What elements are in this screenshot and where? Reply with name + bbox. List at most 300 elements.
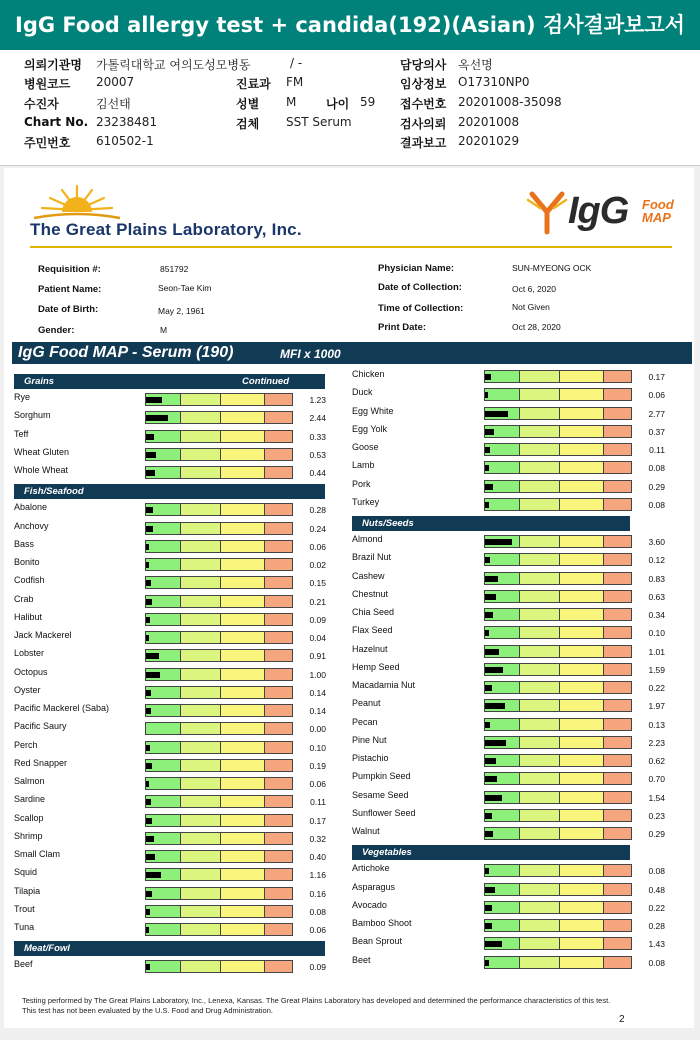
bar-zone-z2 (181, 559, 221, 570)
result-bar (484, 791, 632, 804)
dob-label: Date of Birth: (38, 304, 99, 315)
result-row-brazil-nut (352, 551, 667, 569)
result-row-chia-seed (352, 606, 667, 624)
result-value: 0.91 (309, 651, 326, 662)
result-value: 0.33 (309, 431, 326, 442)
bar-zone-z2 (520, 773, 560, 784)
bar-zone-z2 (520, 810, 560, 821)
bar-zone-z2 (520, 426, 560, 437)
food-name: Turkey (352, 496, 380, 507)
result-bar (145, 503, 293, 516)
bar-zone-z2 (520, 884, 560, 895)
result-row-pecan (352, 716, 667, 734)
bar-zone-z3 (221, 412, 265, 423)
result-bar-fill (146, 690, 151, 696)
result-value: 0.14 (309, 706, 326, 716)
result-row-pacific-mackerel-saba (14, 702, 328, 720)
dob-value: May 2, 1961 (158, 306, 205, 316)
food-name: Tilapia (14, 885, 41, 896)
bar-zone-z4 (604, 810, 631, 821)
bar-zone-z3 (560, 536, 604, 547)
result-row-asparagus (352, 881, 667, 899)
result-row-perch (14, 739, 328, 757)
sex: M (286, 95, 297, 109)
result-bar-fill (485, 722, 490, 728)
result-bar-fill (485, 831, 493, 837)
patient-name-label: Patient Name: (38, 284, 102, 295)
result-bar-fill (146, 544, 149, 550)
result-row-pine-nut (352, 734, 667, 752)
result-bar-fill (485, 594, 496, 600)
bar-zone-z3 (560, 389, 604, 400)
bar-zone-z3 (221, 723, 265, 734)
result-bar (145, 411, 293, 424)
result-row-sesame-seed (352, 789, 667, 807)
resident-no: 610502-1 (96, 134, 154, 148)
logo-food-word: Food (642, 197, 674, 212)
result-bar (145, 393, 293, 406)
bar-zone-z4 (604, 682, 631, 693)
result-bar (145, 868, 293, 881)
receipt-no: 20201008-35098 (458, 95, 562, 109)
result-value: 0.29 (648, 829, 665, 839)
bar-zone-z3 (560, 700, 604, 711)
result-bar-fill (146, 397, 162, 403)
food-name: Pumpkin Seed (352, 771, 411, 782)
bar-zone-z3 (560, 444, 604, 455)
result-bar (484, 572, 632, 585)
result-bar (484, 626, 632, 639)
food-name: Octopus (14, 666, 48, 677)
bar-zone-z4 (265, 596, 292, 607)
request-date: 20201008 (458, 115, 520, 129)
result-bar-fill (485, 795, 502, 801)
bar-zone-z3 (560, 920, 604, 931)
bar-zone-z4 (604, 664, 631, 675)
result-value: 0.28 (648, 921, 665, 931)
result-value: 0.21 (309, 596, 326, 607)
result-value: 0.29 (648, 481, 665, 492)
bar-zone-z2 (520, 627, 560, 638)
result-row-oyster (14, 684, 328, 702)
bar-zone-z4 (265, 778, 292, 789)
lab-name: The Great Plains Laboratory, Inc. (30, 220, 302, 239)
food-name: Almond (352, 534, 383, 544)
bar-zone-z2 (520, 664, 560, 675)
food-name: Macadamia Nut (352, 680, 416, 690)
result-bar (484, 864, 632, 877)
footnote: Testing performed by The Great Plains Laboratory, Inc., Lenexa, Kansas. The Great Plains Laboratory has developed and determined the performance characteristics of this test. This test has not been evaluated by the U.S. Food and Drug Administration. (22, 996, 611, 1015)
result-value: 0.06 (309, 541, 326, 552)
result-value: 0.48 (648, 884, 665, 895)
result-bar-fill (485, 813, 492, 819)
bar-zone-z3 (560, 792, 604, 803)
result-value: 1.54 (648, 792, 665, 803)
bar-zone-z1 (146, 577, 181, 588)
bar-zone-z3 (560, 957, 604, 968)
result-bar-fill (146, 854, 155, 860)
result-bar (145, 832, 293, 845)
result-bar-fill (146, 708, 151, 714)
food-name: Shrimp (14, 830, 43, 841)
result-bar-fill (485, 868, 489, 874)
print-date-value: Oct 28, 2020 (512, 322, 561, 332)
bar-zone-z4 (265, 504, 292, 515)
bar-zone-z2 (181, 614, 221, 625)
bar-zone-z1 (146, 961, 181, 972)
korean-info-panel (0, 50, 700, 166)
bar-zone-z2 (181, 596, 221, 607)
food-name: Chicken (352, 369, 385, 379)
bar-zone-z1 (485, 719, 520, 730)
result-value: 0.11 (310, 797, 326, 808)
requesting-org-label: 의뢰기관명 (24, 58, 82, 72)
food-name: Sorghum (14, 410, 51, 421)
bar-zone-z4 (265, 559, 292, 570)
lab-report-page (4, 168, 694, 1028)
result-value: 0.08 (648, 463, 665, 474)
food-name: Codfish (14, 575, 45, 586)
result-bar (145, 741, 293, 754)
bar-zone-z3 (221, 687, 265, 698)
bar-zone-z3 (560, 609, 604, 620)
food-name: Pecan (352, 716, 378, 727)
result-bar-fill (146, 836, 154, 842)
resident-no-label: 주민번호 (24, 136, 71, 150)
hospital-code-label: 병원코드 (24, 77, 71, 91)
bar-zone-z2 (181, 687, 221, 698)
food-name: Pacific Mackerel (Saba) (14, 703, 110, 713)
age: 59 (360, 95, 376, 109)
bar-zone-z3 (221, 888, 265, 899)
result-bar (145, 887, 293, 900)
result-bar (145, 631, 293, 644)
chart-no: 23238481 (96, 115, 158, 129)
bar-zone-z3 (560, 462, 604, 473)
result-bar (145, 960, 293, 973)
logo-divider (30, 246, 672, 248)
result-value: 0.09 (309, 962, 326, 973)
food-name: Avocado (352, 899, 387, 910)
result-value: 1.00 (309, 669, 326, 680)
bar-zone-z3 (221, 869, 265, 880)
result-bar-fill (146, 580, 151, 586)
logo-igg-text: IgG (568, 190, 629, 232)
age-label: 나이 (326, 97, 350, 111)
bar-zone-z4 (604, 481, 631, 492)
result-row-bamboo-shoot (352, 917, 667, 935)
bar-zone-z2 (520, 609, 560, 620)
bar-zone-z1 (485, 462, 520, 473)
bar-zone-z2 (520, 408, 560, 419)
bar-zone-z2 (181, 961, 221, 972)
section-title: Vegetables (362, 847, 412, 859)
bar-zone-z3 (560, 627, 604, 638)
result-bar-fill (146, 672, 160, 678)
result-bar-fill (485, 429, 494, 435)
section-header-grains (14, 374, 325, 389)
result-bar-fill (146, 415, 168, 421)
bar-zone-z4 (265, 394, 292, 405)
bar-zone-z3 (221, 541, 265, 552)
bar-zone-z2 (181, 523, 221, 534)
result-row-lamb (352, 459, 667, 477)
bar-zone-z4 (265, 961, 292, 972)
food-name: Lobster (14, 648, 45, 659)
bar-zone-z3 (560, 408, 604, 419)
bar-zone-z4 (604, 499, 631, 510)
result-bar-fill (485, 758, 496, 764)
result-row-salmon (14, 775, 328, 793)
bar-zone-z3 (221, 650, 265, 661)
result-row-abalone (14, 501, 328, 519)
food-name: Egg White (352, 405, 394, 416)
bar-zone-z4 (265, 467, 292, 478)
dept: FM (286, 75, 304, 89)
results-header (12, 342, 692, 364)
food-name: Squid (14, 867, 38, 878)
result-bar-fill (485, 539, 512, 545)
bar-zone-z4 (604, 920, 631, 931)
bar-zone-z3 (560, 371, 604, 382)
bar-zone-z1 (485, 444, 520, 455)
result-row-whole-wheat (14, 464, 328, 482)
result-bar-fill (485, 392, 488, 398)
result-row-red-snapper (14, 757, 328, 775)
result-bar-fill (485, 411, 508, 417)
food-name: Anchovy (14, 520, 49, 531)
result-bar-fill (146, 799, 151, 805)
result-bar (484, 370, 632, 383)
result-bar-fill (485, 484, 493, 490)
bar-zone-z3 (221, 796, 265, 807)
bar-zone-z2 (181, 906, 221, 917)
bar-zone-z4 (265, 869, 292, 880)
result-row-pumpkin-seed (352, 770, 667, 788)
food-name: Artichoke (352, 863, 390, 874)
result-bar (484, 736, 632, 749)
section-title: Fish/Seafood (24, 486, 84, 498)
result-value: 0.14 (309, 687, 326, 698)
result-bar-fill (485, 576, 498, 582)
bar-zone-z2 (520, 591, 560, 602)
bar-zone-z2 (520, 481, 560, 492)
bar-zone-z2 (181, 796, 221, 807)
result-bar (484, 901, 632, 914)
food-name: Abalone (14, 502, 48, 513)
request-date-label: 검사의뢰 (400, 117, 447, 131)
result-value: 0.08 (309, 906, 326, 917)
bar-zone-z4 (604, 957, 631, 968)
result-row-chestnut (352, 588, 667, 606)
bar-zone-z3 (560, 646, 604, 657)
bar-zone-z4 (265, 687, 292, 698)
result-bar-fill (146, 964, 150, 970)
bar-zone-z4 (604, 573, 631, 584)
section-header-meat-fowl (14, 941, 325, 956)
bar-zone-z1 (146, 924, 181, 935)
bar-zone-z3 (221, 778, 265, 789)
collection-time-value: Not Given (512, 302, 550, 312)
result-bar (484, 754, 632, 767)
bar-zone-z4 (604, 536, 631, 547)
result-row-egg-white (352, 405, 667, 423)
bar-zone-z2 (181, 431, 221, 442)
result-bar (484, 443, 632, 456)
result-value: 0.19 (309, 760, 326, 771)
bar-zone-z1 (146, 906, 181, 917)
result-bar (484, 772, 632, 785)
result-bar (145, 649, 293, 662)
bar-zone-z3 (221, 851, 265, 862)
bar-zone-z4 (265, 742, 292, 753)
bar-zone-z3 (221, 431, 265, 442)
result-bar-fill (485, 923, 492, 929)
bar-zone-z1 (485, 499, 520, 510)
result-value: 0.32 (309, 833, 326, 844)
result-row-bean-sprout (352, 935, 667, 953)
food-name: Perch (14, 739, 38, 750)
bar-zone-z4 (265, 906, 292, 917)
bar-zone-z1 (146, 614, 181, 625)
food-name: Bean Sprout (352, 936, 403, 947)
bar-zone-z4 (265, 796, 292, 807)
bar-zone-z2 (181, 412, 221, 423)
bar-zone-z1 (146, 632, 181, 643)
result-row-macadamia-nut (352, 679, 667, 697)
bar-zone-z2 (181, 650, 221, 661)
result-bar-fill (146, 763, 152, 769)
bar-zone-z1 (146, 559, 181, 570)
bar-zone-z2 (181, 833, 221, 844)
food-name: Bamboo Shoot (352, 918, 412, 928)
result-row-beef (14, 958, 328, 976)
result-bar (484, 608, 632, 621)
result-row-sorghum (14, 409, 328, 427)
result-row-sardine (14, 793, 328, 811)
bar-zone-z4 (604, 408, 631, 419)
result-row-jack-mackerel (14, 629, 328, 647)
bar-zone-z2 (520, 371, 560, 382)
report-date: 20201029 (458, 134, 520, 148)
result-bar-fill (485, 941, 502, 947)
result-row-wheat-gluten (14, 446, 328, 464)
bar-zone-z3 (221, 449, 265, 460)
page-number: 2 (619, 1014, 625, 1025)
result-row-pork (352, 478, 667, 496)
result-bar (145, 777, 293, 790)
bar-zone-z3 (560, 719, 604, 730)
result-value: 0.63 (648, 591, 665, 602)
result-row-sunflower-seed (352, 807, 667, 825)
result-bar (145, 923, 293, 936)
bar-zone-z3 (560, 865, 604, 876)
result-bar-fill (485, 960, 489, 966)
result-value: 0.37 (648, 426, 665, 437)
dept-label: 진료과 (236, 77, 271, 91)
bar-zone-z4 (604, 554, 631, 565)
bar-zone-z4 (604, 865, 631, 876)
result-value: 0.13 (648, 719, 665, 730)
food-name: Flax Seed (352, 625, 393, 636)
result-row-anchovy (14, 520, 328, 538)
result-value: 0.16 (309, 888, 326, 899)
bar-zone-z2 (520, 573, 560, 584)
result-value: 1.23 (309, 395, 326, 405)
gender-label: Gender: (38, 325, 75, 336)
result-bar-fill (146, 617, 150, 623)
result-value: 0.10 (648, 628, 665, 639)
result-row-trout (14, 903, 328, 921)
result-bar-fill (485, 685, 492, 691)
result-value: 0.15 (309, 578, 326, 589)
result-value: 0.70 (648, 774, 665, 785)
result-value: 0.06 (309, 779, 326, 789)
result-row-peanut (352, 697, 667, 715)
result-bar (484, 535, 632, 548)
food-name: Bonito (14, 557, 40, 567)
food-name: Egg Yolk (352, 423, 388, 434)
bar-zone-z4 (604, 755, 631, 766)
result-row-scallop (14, 812, 328, 830)
bar-zone-z3 (221, 906, 265, 917)
bar-zone-z3 (560, 828, 604, 839)
result-value: 1.43 (648, 939, 665, 950)
result-value: 0.24 (309, 523, 326, 534)
result-bar (484, 553, 632, 566)
bar-zone-z2 (520, 902, 560, 913)
section-header-vegetables (352, 845, 630, 860)
food-name: Salmon (14, 776, 45, 786)
result-bar (145, 759, 293, 772)
food-name: Pistachio (352, 753, 389, 763)
result-bar-fill (146, 818, 152, 824)
bar-zone-z3 (221, 504, 265, 515)
bar-zone-z2 (520, 444, 560, 455)
bar-zone-z4 (604, 902, 631, 913)
result-value: 0.44 (309, 468, 326, 478)
result-bar (145, 430, 293, 443)
result-row-flax-seed (352, 624, 667, 642)
result-value: 0.04 (309, 633, 326, 643)
result-bar (484, 956, 632, 969)
specimen: SST Serum (286, 115, 352, 129)
result-value: 0.12 (648, 555, 665, 566)
bar-zone-z4 (265, 412, 292, 423)
result-value: 0.00 (309, 724, 326, 735)
bar-zone-z3 (560, 884, 604, 895)
result-bar-fill (485, 630, 489, 636)
result-bar-fill (485, 667, 503, 673)
food-name: Jack Mackerel (14, 630, 72, 640)
food-name: Lamb (352, 460, 375, 471)
result-bar (145, 466, 293, 479)
result-row-squid (14, 866, 328, 884)
result-bar (484, 590, 632, 603)
physician-label: Physician Name: (378, 263, 455, 274)
result-bar-fill (485, 447, 490, 453)
bar-zone-z2 (181, 541, 221, 552)
section-header-fish-seafood (14, 484, 325, 499)
logo-map-word: MAP (642, 210, 671, 225)
bar-zone-z2 (520, 536, 560, 547)
result-value: 0.40 (309, 852, 326, 862)
bar-zone-z3 (560, 755, 604, 766)
result-bar-fill (485, 905, 492, 911)
food-name: Chestnut (352, 588, 389, 599)
bar-zone-z2 (181, 449, 221, 460)
result-row-walnut (352, 825, 667, 843)
